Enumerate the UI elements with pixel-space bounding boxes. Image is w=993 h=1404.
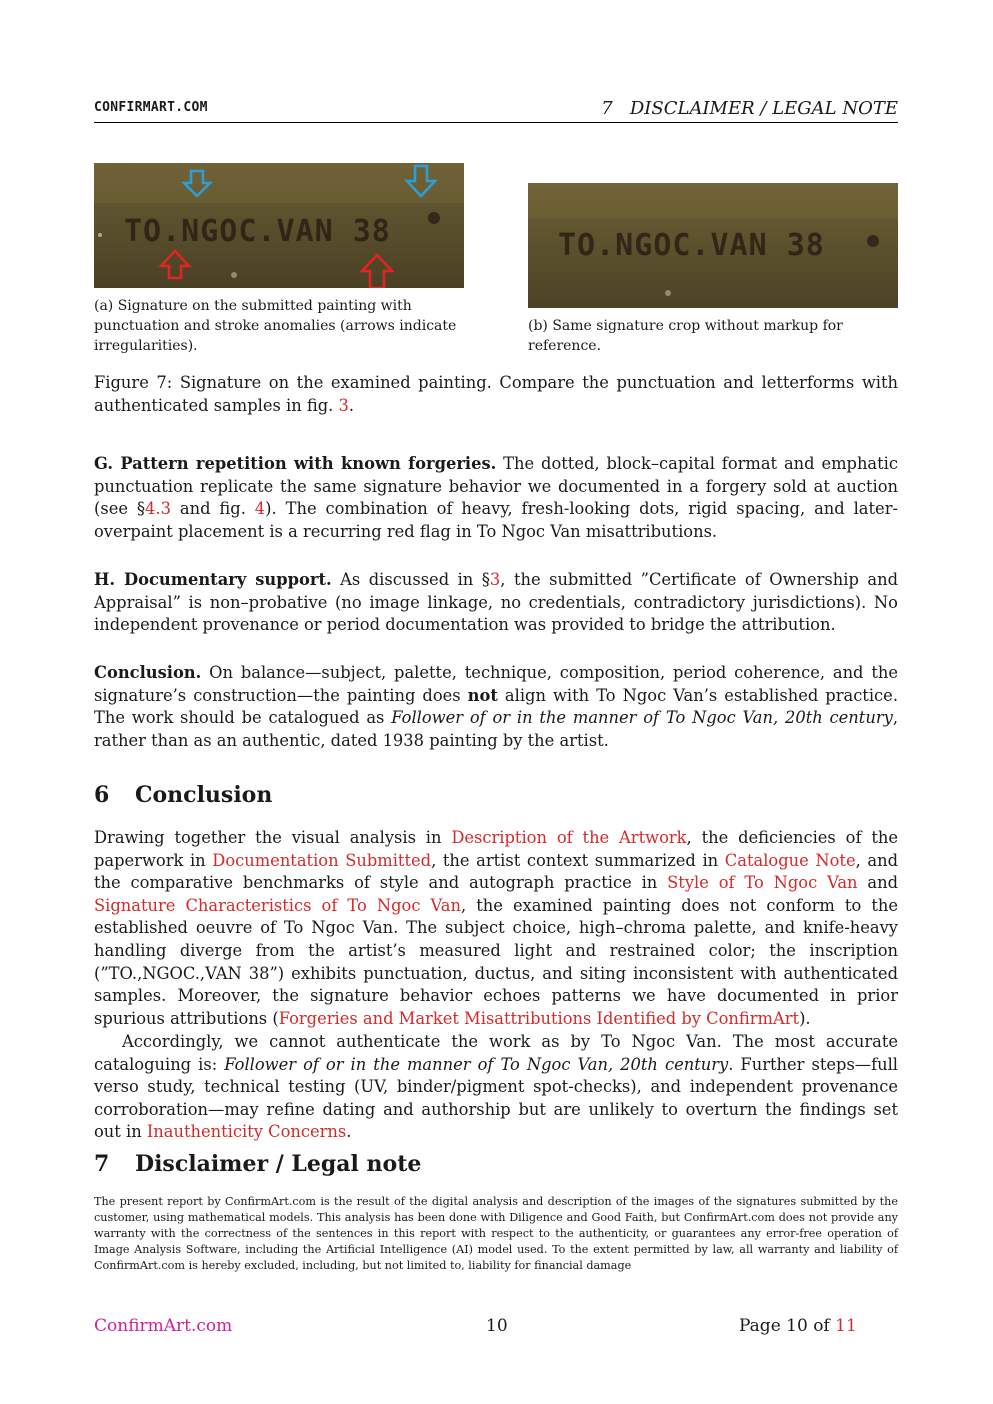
section-3-link[interactable]: 3	[489, 570, 501, 589]
link-documentation-submitted[interactable]: Documentation Submitted	[212, 850, 432, 870]
link-style-of-to-ngoc-van[interactable]: Style of To Ngoc Van	[667, 873, 858, 893]
subfigure-b-caption: (b) Same signature crop without markup for reference.	[528, 318, 843, 354]
signature-text-a: TO.NGOC.VAN 38	[124, 214, 391, 249]
link-forgeries-misattributions[interactable]: Forgeries and Market Misattributions Identified by ConfirmArt	[278, 1008, 800, 1028]
figure-3-link[interactable]: 3	[338, 395, 349, 415]
footer-site-link[interactable]: ConfirmArt.com	[94, 1316, 233, 1336]
section-heading-conclusion: 6 Conclusion	[94, 782, 273, 808]
header-logo: CONFIRMART.COM	[94, 100, 208, 115]
section-6-paragraph-2: Accordingly, we cannot authenticate the work as by To Ngoc Van. The most accurate cataloguing is: Follower of or in the manner of To Ngoc Van, 20th century. Further steps—full verso study, technical testing (UV, binder/pigment spot-checks), and independent provenance corroboration—may refine dating and authorship but are unlikely to overturn the findings set out in Inauthenticity Concerns.	[94, 1032, 899, 1142]
figure-caption: Figure 7: Signature on the examined painting. Compare the punctuation and letterforms with authenticated samples in fig. 3.	[94, 373, 898, 415]
paragraph-heading: H. Documentary support.	[94, 570, 332, 589]
header-rule	[94, 122, 898, 123]
paragraph-heading: Conclusion.	[94, 663, 202, 682]
link-signature-characteristics[interactable]: Signature Characteristics of To Ngoc Van	[94, 895, 461, 915]
footer-page-of: Page 10 of 11	[739, 1316, 857, 1336]
paragraph-conclusion: Conclusion. On balance—subject, palette, technique, composition, period coherence, and the signature’s construction—the painting does not align with To Ngoc Van’s established practice. The work should be catalogued as Follower of or in the manner of To Ngoc Van, 20th century, rather than as an authentic, dated 1938 painting by the artist.	[94, 663, 898, 750]
paragraph-heading: G. Pattern repetition with known forgeries.	[94, 454, 497, 473]
section-6-paragraph-1: Drawing together the visual analysis in Description of the Artwork, the deficiencies of the paperwork in Documentation Submitted, the artist context summarized in Catalogue Note, and the comparative benchmarks of style and autograph practice in Style of To Ngoc Van and Signature Characteristics of To Ngoc Van, the examined painting does not conform to the established oeuvre of To Ngoc Van. The subject choice, high–chroma palette, and knife-heavy handling diverge from the artist’s measured light and restrained color; the inscription (”TO.,NGOC.,VAN 38”) exhibits punctuation, ductus, and siting inconsistent with authenticated samples. Moreover, the signature behavior echoes patterns we have documented in prior spurious attributions (Forgeries and Market Misattributions Identified by ConfirmArt).	[94, 828, 898, 1028]
link-inauthenticity-concerns[interactable]: Inauthenticity Concerns	[146, 1122, 347, 1142]
figure-4-link[interactable]: 4	[254, 499, 266, 519]
subfigure-a-caption: (a) Signature on the submitted painting with punctuation and stroke anomalies (arrows indicate irregularities).	[94, 298, 457, 354]
section-heading-disclaimer: 7 Disclaimer / Legal note	[94, 1151, 422, 1177]
link-catalogue-note[interactable]: Catalogue Note	[724, 850, 856, 870]
signature-image-plain	[528, 183, 898, 308]
footer-total-pages-link[interactable]: 11	[835, 1316, 857, 1336]
paragraph-documentary-support: H. Documentary support. As discussed in §3, the submitted ”Certificate of Ownership and Appraisal” is non–probative (no image linkage, no credentials, contradictory jurisdictions). No independent provenance or period documentation was provided to bridge the attribution.	[94, 570, 898, 635]
link-description-of-artwork[interactable]: Description of the Artwork	[451, 828, 687, 847]
signature-image-annotated	[94, 163, 464, 288]
footer-page-number: 10	[486, 1316, 508, 1336]
signature-text-b: TO.NGOC.VAN 38	[558, 228, 825, 263]
disclaimer-text: The present report by ConfirmArt.com is the result of the digital analysis and description of the images of the signatures submitted by the customer, using mathematical models. This analysis has been done with Diligence and Good Faith, but ConfirmArt.com does not provide any warranty with the correctness of the sentences in this report with respect to the authenticity, or guarantees any error-free operation of Image Analysis Software, including the Artificial Intelligence (AI) model used. To the extent permitted by law, all warranty and liability of ConfirmArt.com is hereby excluded, including, but not limited to, liability for financial damage	[94, 1195, 898, 1272]
running-section-title: 7 DISCLAIMER / LEGAL NOTE	[601, 98, 898, 119]
paragraph-pattern-repetition: G. Pattern repetition with known forgeries. The dotted, block–capital format and emphatic punctuation replicate the same signature behavior we documented in a forgery sold at auction (see §4.3 and fig. 4). The combination of heavy, fresh-looking dots, rigid spacing, and later-overpaint placement is a recurring red flag in To Ngoc Van misattributions.	[94, 454, 899, 541]
section-4-3-link[interactable]: 4.3	[145, 499, 171, 519]
